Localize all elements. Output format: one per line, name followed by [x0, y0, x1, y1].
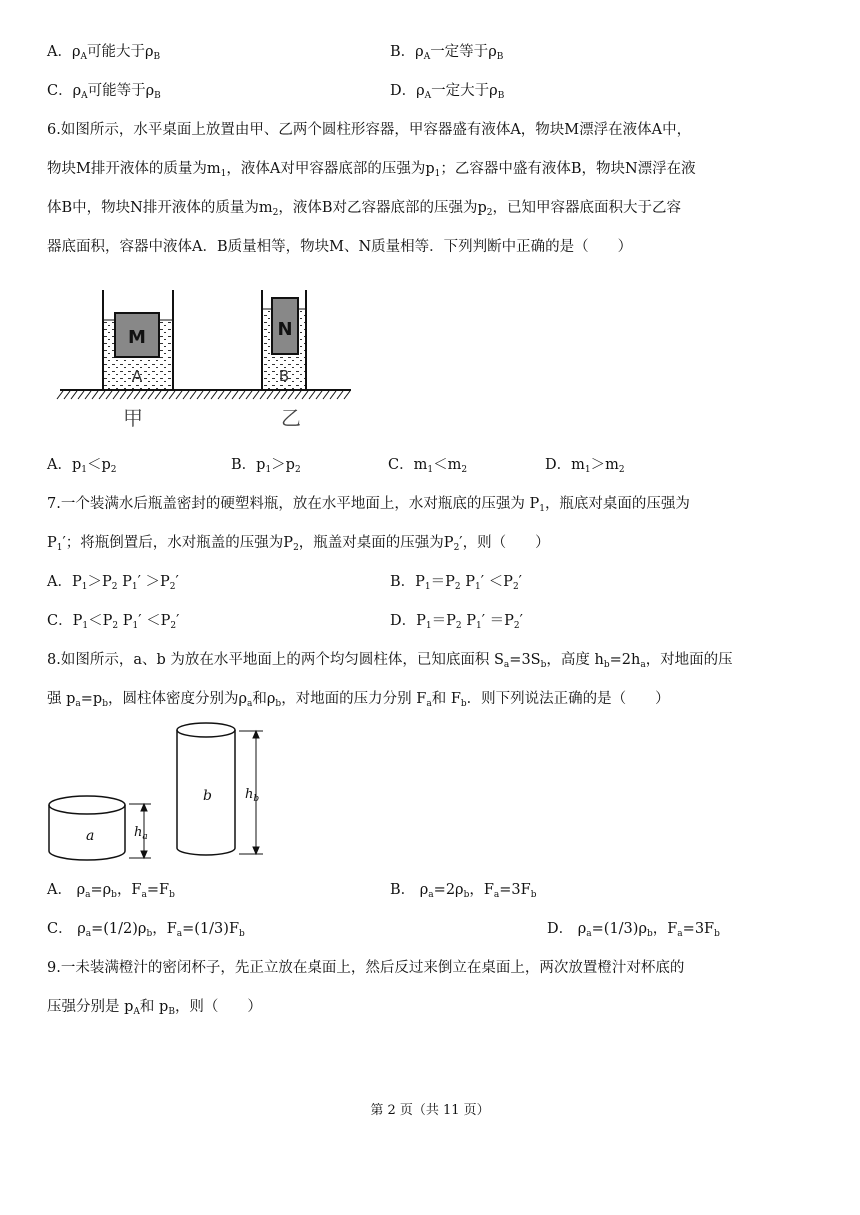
q6-line-4: 器底面积，容器中液体A．B质量相等，物块M、N质量相等．下列判断中正确的是（ ） [47, 239, 633, 255]
height-a-label: $h_a$ [134, 825, 148, 842]
q6-line-1: 6.如图所示，水平桌面上放置由甲、乙两个圆柱形容器，甲容器盛有液体A，物块M漂浮在液体A中， [47, 122, 692, 138]
q6-line-3: 体B中，物块N排开液体的质量为$m_2$，液体B对乙容器底部的压强为$p_2$，已知甲容器底面积大于乙容 [47, 200, 681, 218]
q6-option-c: C．$m_1<m_2$ [388, 457, 468, 475]
q7-line-1: 7.一个装满水后瓶盖密封的硬塑料瓶，放在水平地面上，水对瓶底的压强为 $P_1$，瓶底对桌面的压强为 [47, 496, 690, 514]
q8-option-a: A． $\rho_a=\rho_b$，$F_a=F_b$ [47, 882, 175, 900]
q6-containers-figure [55, 285, 355, 435]
liquid-a-label: A [131, 367, 143, 385]
height-b-label: $h_b$ [245, 787, 260, 804]
q5-option-d: D．$\rho_A$一定大于$\rho_B$ [390, 83, 505, 101]
block-n-label: N [277, 319, 293, 340]
q6-option-d: D．$m_1>m_2$ [545, 457, 625, 475]
q9-line-2: 压强分别是 $p_A$和 $p_B$，则（ ） [47, 999, 262, 1017]
q9-line-1: 9.一未装满橙汁的密闭杯子，先正立放在桌面上，然后反过来倒立在桌面上，两次放置橙汁对杯底的 [47, 960, 685, 976]
q7-option-b: B．$P_1=P_2$ $P_1' <P_2'$ [390, 574, 522, 592]
cylinder-b-label: b [203, 788, 212, 804]
q6-option-b: B．$p_1>p_2$ [231, 457, 301, 475]
q5-option-b: B．$\rho_A$一定等于$\rho_B$ [390, 44, 504, 62]
label-jia: 甲 [123, 406, 143, 430]
cylinder-a-label: a [86, 828, 95, 844]
q6-line-2: 物块M排开液体的质量为$m_1$，液体A对甲容器底部的压强为$p_1$；乙容器中盛有液体B，物块N漂浮在液 [47, 161, 696, 179]
q5-option-c: C．$\rho_A$可能等于$\rho_B$ [47, 83, 161, 101]
block-m-label: M [128, 327, 146, 348]
q7-option-a: A．$P_1>P_2$ $P_1' >P_2'$ [47, 574, 179, 592]
q6-option-a: A．$p_1<p_2$ [47, 457, 117, 475]
label-yi: 乙 [281, 406, 301, 430]
page-footer: 第 2 页（共 11 页） [370, 1103, 490, 1118]
q8-option-c: C． $\rho_a=(1/2)\rho_b$，$F_a=(1/3)F_b$ [47, 921, 245, 939]
q8-line-1: 8.如图所示，a、b 为放在水平地面上的两个均匀圆柱体，已知底面积 $S_a=3S_b$，高度 $h_b=2h_a$，对地面的压 [47, 652, 733, 670]
liquid-b-label: B [278, 367, 290, 385]
q7-option-d: D．$P_1=P_2$ $P_1' =P_2'$ [390, 613, 523, 631]
q5-option-a: A．$\rho_A$可能大于$\rho_B$ [47, 44, 161, 62]
q8-option-d: D． $\rho_a=(1/3)\rho_b$，$F_a=3F_b$ [547, 921, 720, 939]
q8-option-b: B． $\rho_a=2\rho_b$，$F_a=3F_b$ [390, 882, 537, 900]
q7-option-c: C．$P_1<P_2$ $P_1' <P_2'$ [47, 613, 180, 631]
q8-cylinders-figure [45, 718, 275, 866]
q8-line-2: 强 $p_a=p_b$，圆柱体密度分别为$\rho_a$和$\rho_b$，对地面的压力分别 $F_a$和 $F_b$．则下列说法正确的是（ ） [47, 691, 670, 709]
q7-line-2: $P_1'$；将瓶倒置后，水对瓶盖的压强为$P_2$，瓶盖对桌面的压强为$P_2'$，则（ ） [47, 535, 550, 553]
